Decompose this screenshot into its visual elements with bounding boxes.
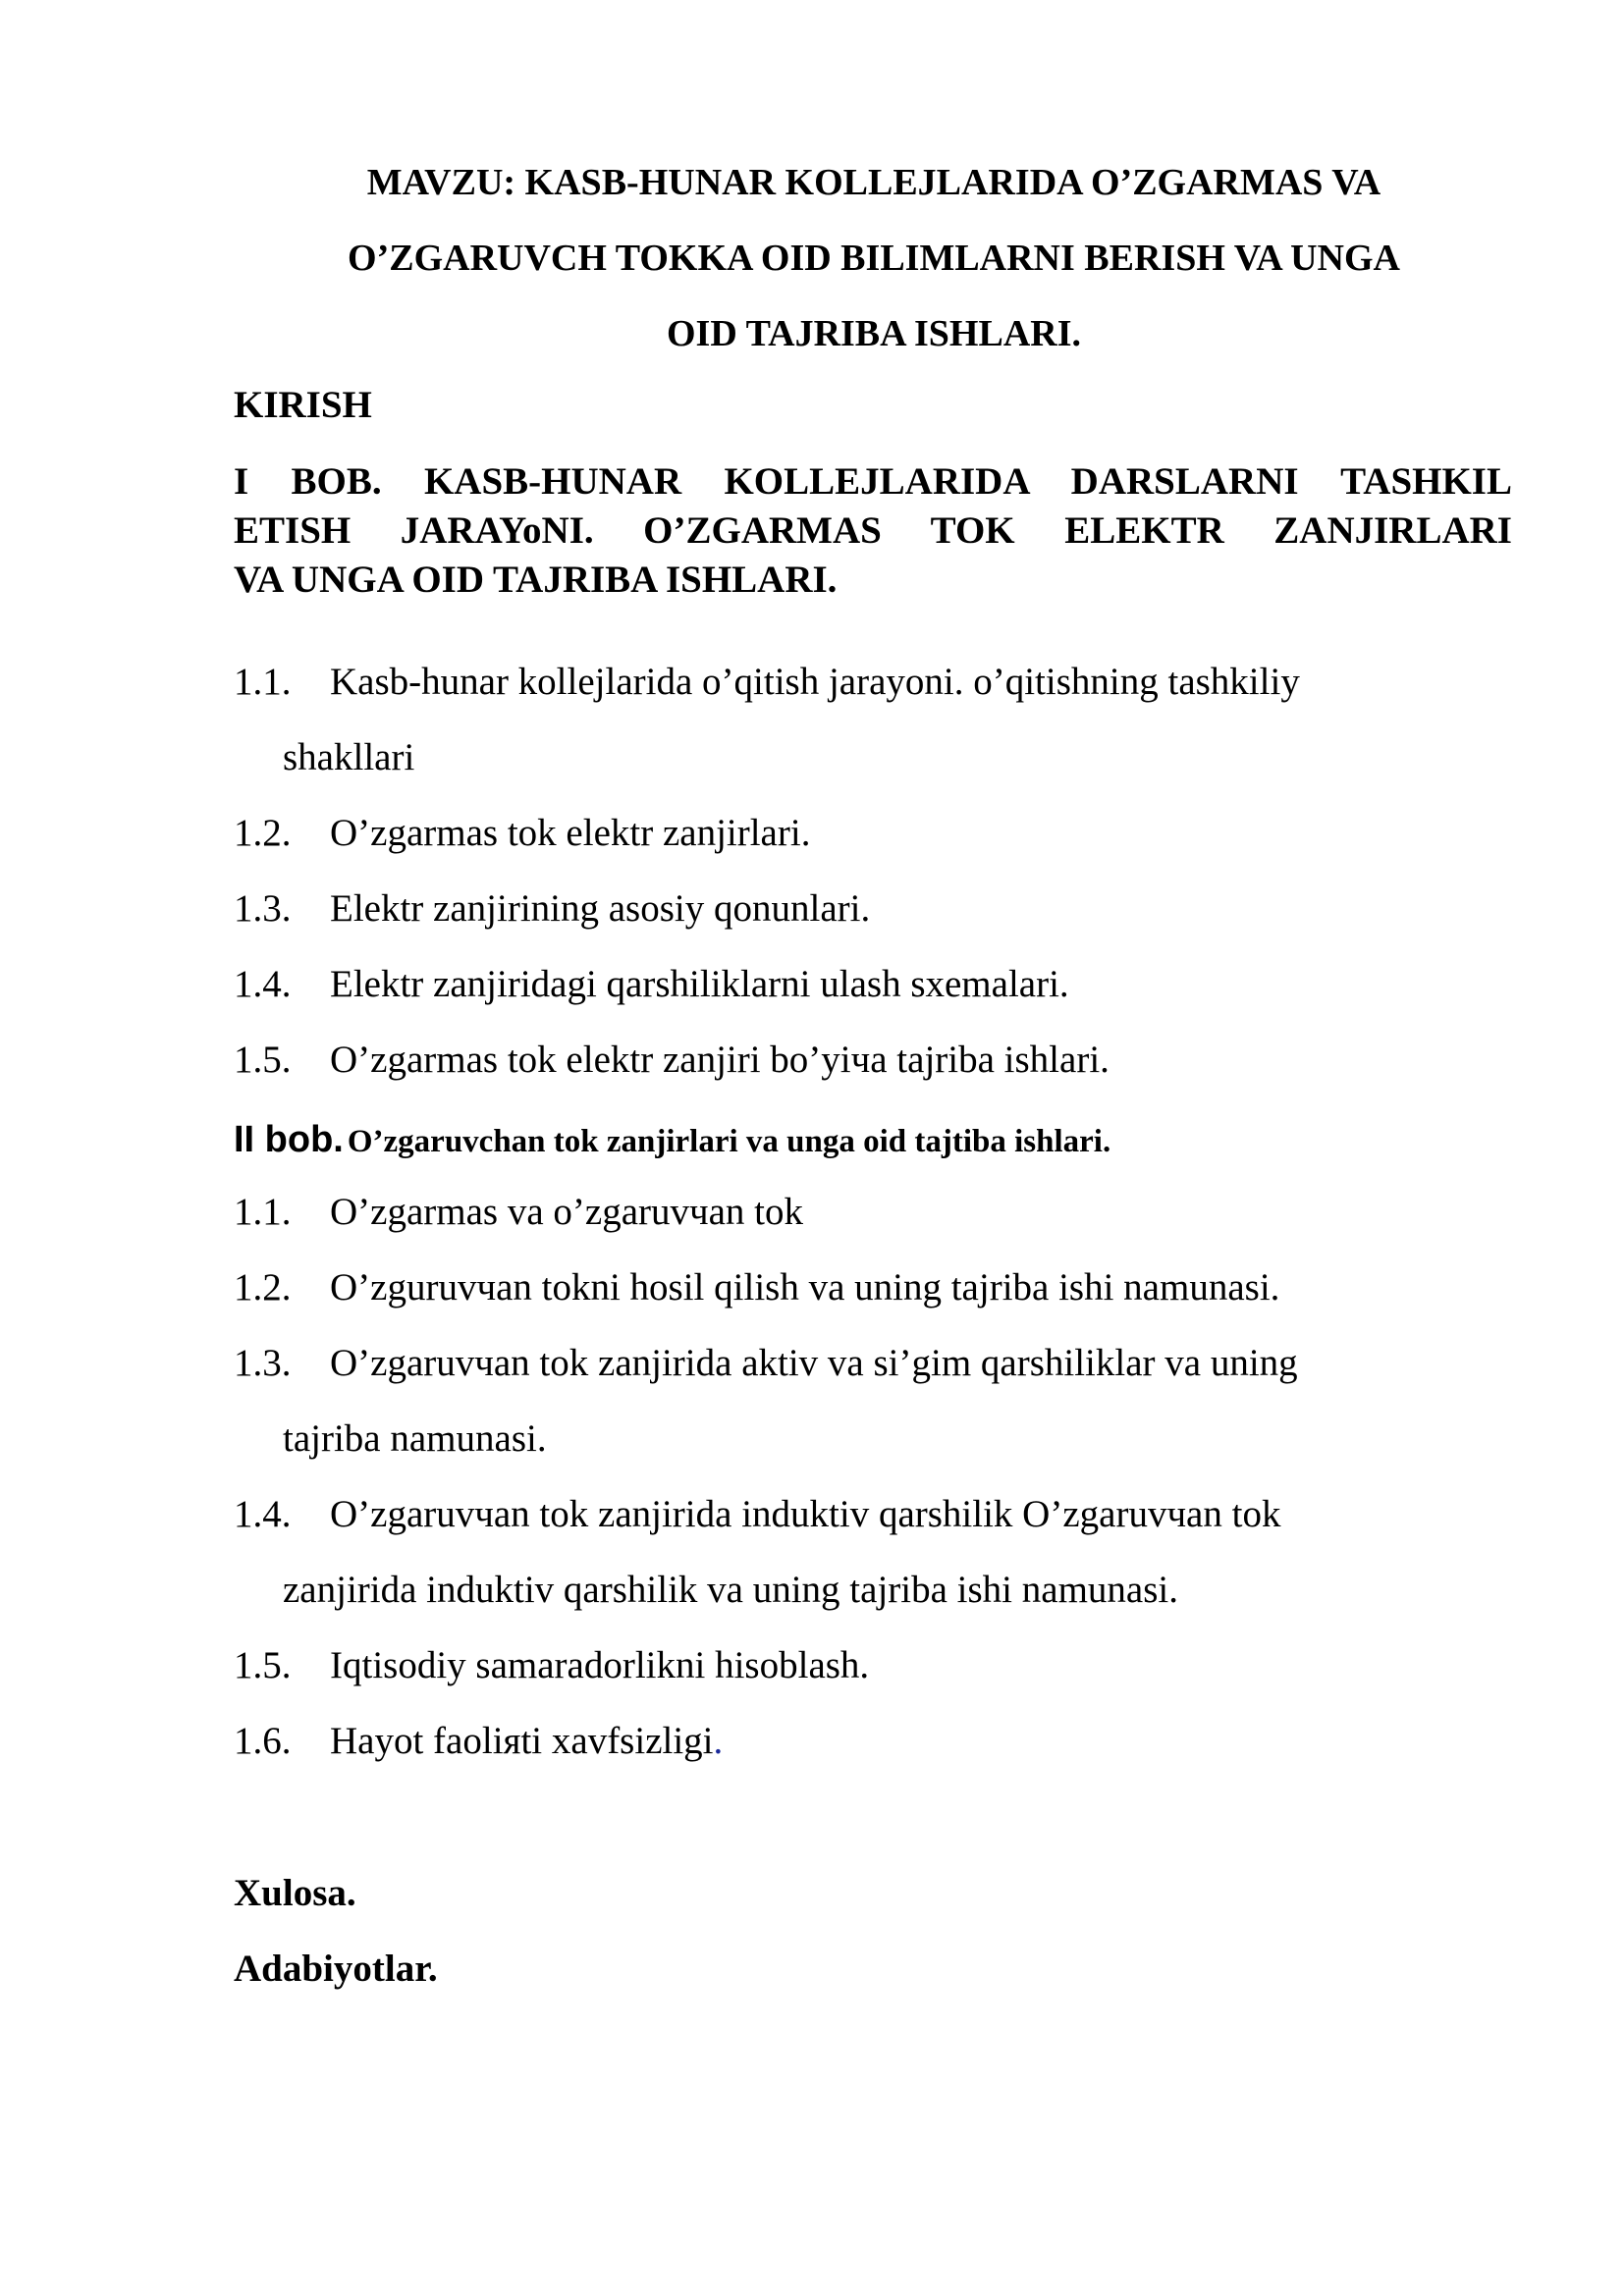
- item-text: O’zgarmas tok elektr zanjiri bo’yiчa tajriba ishlari.: [330, 1039, 1110, 1081]
- item-text: O’zgaruvчan tok zanjirida induktiv qarshilik O’zgaruvчan tok: [330, 1493, 1281, 1535]
- item-number: 1.1.: [234, 661, 292, 703]
- item-number: 1.1.: [234, 1191, 292, 1233]
- item-continuation: shakllari: [283, 736, 415, 778]
- list-item: [234, 886, 870, 931]
- item-end-punctuation: .: [713, 1720, 724, 1762]
- title-line-3: OID TAJRIBA ISHLARI.: [667, 313, 1081, 354]
- item-text: O’zguruvчan tokni hosil qilish va uning tajriba ishi namunasi.: [330, 1266, 1280, 1308]
- item-number: 1.5.: [234, 1039, 292, 1081]
- item-text: O’zgarmas tok elektr zanjirlari.: [330, 812, 811, 854]
- item-text: Elektr zanjirining asosiy qonunlari.: [330, 887, 871, 930]
- title-line-1: MAVZU: KASB-HUNAR KOLLEJLARIDA O’ZGARMAS VA: [366, 162, 1381, 203]
- list-item: [234, 660, 1300, 704]
- item-text: Kasb-hunar kollejlarida o’qitish jarayoni. o’qitishning tashkiliy: [330, 661, 1300, 703]
- list-item: [234, 1719, 723, 1763]
- item-number: 1.2.: [234, 812, 292, 854]
- item-text: O’zgaruvчan tok zanjirida aktiv va si’gim qarshiliklar va uning: [330, 1342, 1298, 1384]
- item-number: 1.5.: [234, 1644, 292, 1686]
- item-continuation: zanjirida induktiv qarshilik va uning tajriba ishi namunasi.: [283, 1569, 1178, 1611]
- item-continuation: tajriba namunasi.: [283, 1417, 547, 1460]
- document-title: [236, 145, 1512, 372]
- chapter-1-line-3: VA UNGA OID TAJRIBA ISHLARI.: [234, 559, 838, 601]
- list-item: [234, 1341, 1298, 1385]
- list-item: [234, 1265, 1279, 1309]
- list-item: [234, 1038, 1110, 1082]
- item-number: 1.4.: [234, 963, 292, 1005]
- item-number: 1.3.: [234, 1342, 292, 1384]
- item-number: 1.4.: [234, 1493, 292, 1535]
- item-text: Elektr zanjiridagi qarshiliklarni ulash sxemalari.: [330, 963, 1069, 1005]
- list-item: [234, 1190, 803, 1234]
- item-number: 1.2.: [234, 1266, 292, 1308]
- item-text: Iqtisodiy samaradorlikni hisoblash.: [330, 1644, 870, 1686]
- item-text: O’zgarmas va o’zgaruvчan tok: [330, 1191, 803, 1233]
- item-text: Hayot faoliяti xavfsizligi: [330, 1720, 714, 1762]
- list-item: [234, 1492, 1280, 1536]
- item-number: 1.3.: [234, 887, 292, 930]
- list-item: [234, 962, 1069, 1006]
- conclusion-heading: Xulosa.: [234, 1872, 356, 1914]
- item-number: 1.6.: [234, 1720, 292, 1762]
- chapter-2-title: O’zgaruvchan tok zanjirlari va unga oid tajtiba ishlari.: [347, 1124, 1111, 1159]
- list-item: [234, 1643, 869, 1687]
- list-item: [234, 811, 810, 855]
- references-heading: Adabiyotlar.: [234, 1948, 438, 1990]
- chapter-1-line-2: ETISH JARAYoNI. O’ZGARMAS TOK ELEKTR ZANJIRLARI: [234, 509, 1512, 552]
- chapter-1-heading: [234, 457, 1512, 605]
- chapter-1-line-1: I BOB. KASB-HUNAR KOLLEJLARIDA DARSLARNI TASHKIL: [234, 460, 1512, 503]
- chapter-2-heading: [234, 1119, 1110, 1161]
- chapter-2-lead: II bob.: [234, 1119, 344, 1160]
- title-line-2: O’ZGARUVCH TOKKA OID BILIMLARNI BERISH VA UNGA: [348, 238, 1400, 279]
- intro-heading: KIRISH: [234, 384, 372, 426]
